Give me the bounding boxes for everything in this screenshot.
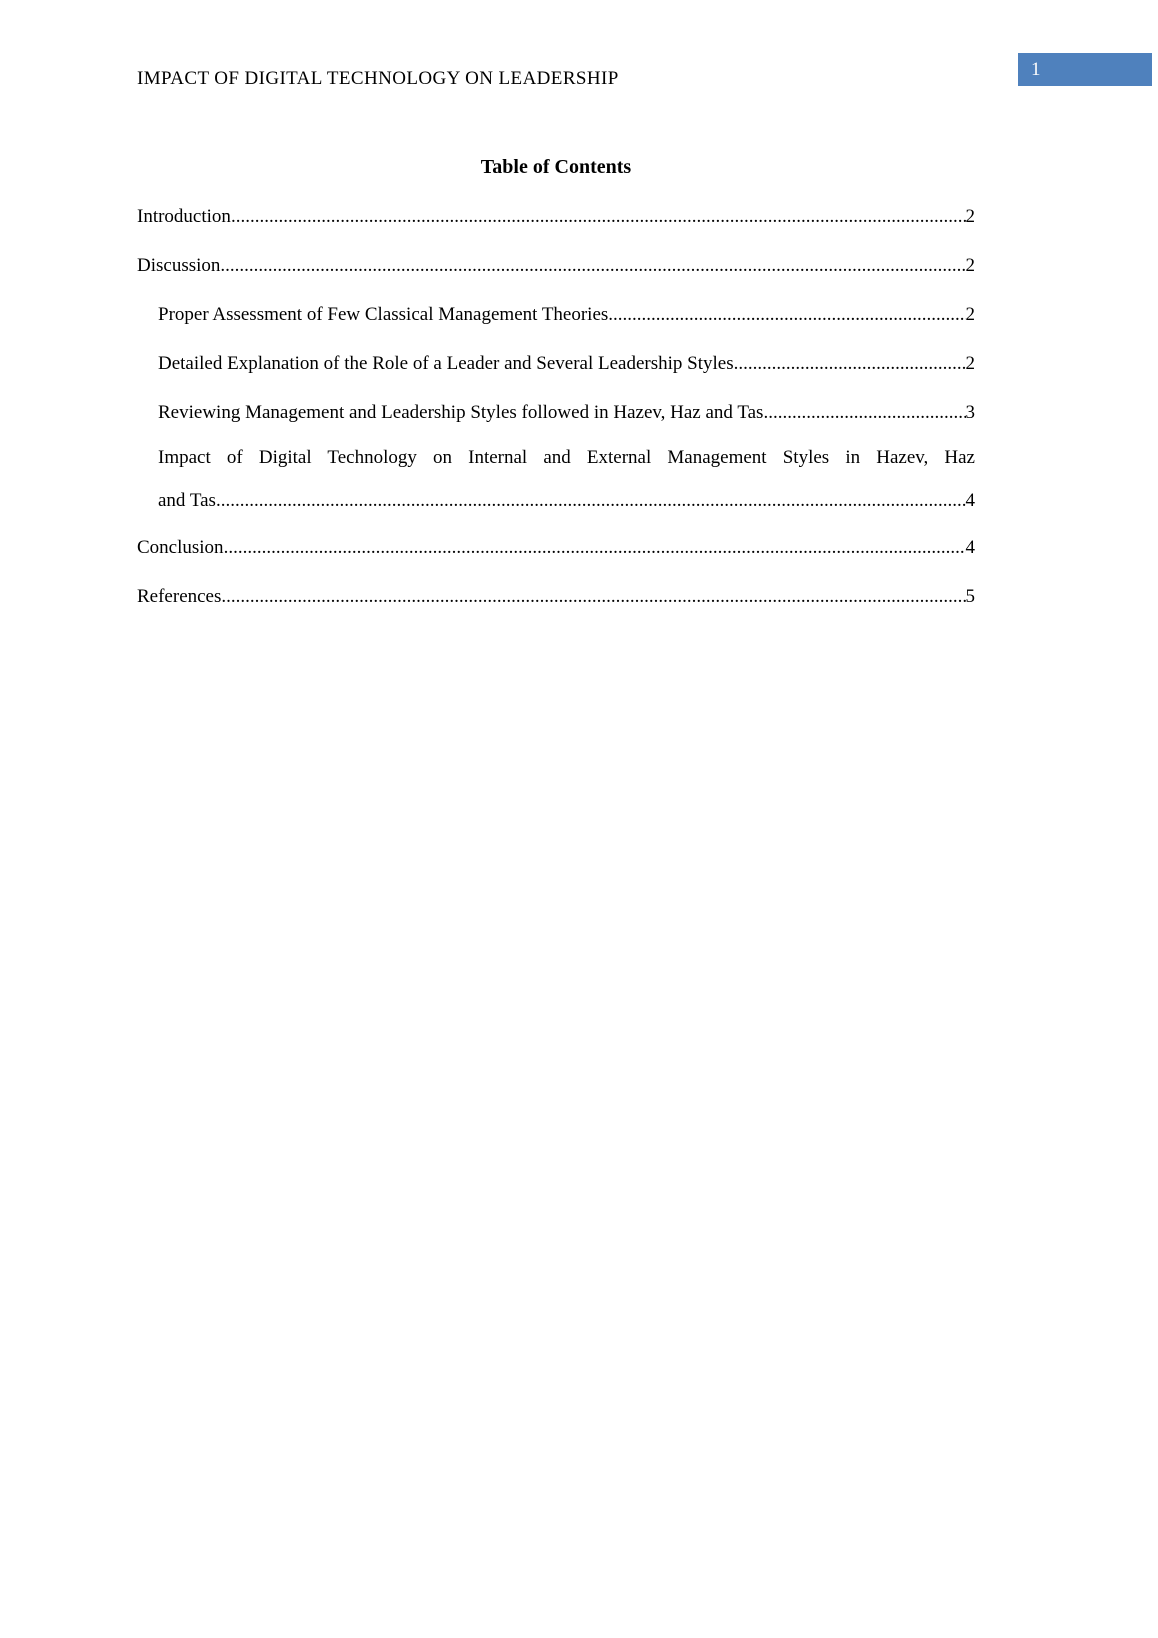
toc-entry-references[interactable]: [137, 572, 975, 621]
toc-title: Table of Contents: [480, 156, 632, 178]
toc-entry-label: Proper Assessment of Few Classical Management Theories: [158, 304, 609, 325]
toc-entry-introduction[interactable]: [137, 192, 975, 241]
toc-page-number: 2: [965, 206, 975, 227]
dot-leader: [216, 479, 966, 523]
document-header-title: IMPACT OF DIGITAL TECHNOLOGY ON LEADERSHIP: [137, 68, 619, 89]
toc-entry-label: and Tas: [158, 490, 216, 511]
dot-leader: [220, 241, 965, 290]
toc-entry-label: Discussion: [137, 255, 221, 276]
toc-entry-label: Introduction: [137, 206, 231, 227]
toc-page-number: 4: [965, 490, 975, 511]
dot-leader: [734, 339, 966, 388]
toc-entry-label-line1: Impact of Digital Technology on Internal and External Management Styles in Hazev, Haz: [158, 447, 975, 468]
toc-page-number: 4: [965, 537, 975, 558]
toc-entry-detailed-explanation[interactable]: [137, 339, 975, 388]
toc-entry-label-line2-row[interactable]: [137, 479, 975, 523]
dot-leader: [231, 192, 966, 241]
toc-entry-impact-digital-technology[interactable]: [137, 437, 975, 523]
table-of-contents: [137, 152, 975, 621]
page-number-badge: [1018, 53, 1152, 86]
toc-entry-label: Reviewing Management and Leadership Styles followed in Hazev, Haz and Tas: [158, 402, 764, 423]
toc-page-number: 2: [965, 353, 975, 374]
toc-entry-conclusion[interactable]: [137, 523, 975, 572]
toc-entry-reviewing-management[interactable]: [137, 388, 975, 437]
toc-entry-label: Conclusion: [137, 537, 224, 558]
dot-leader: [608, 290, 965, 339]
toc-page-number: 2: [965, 304, 975, 325]
page-number-value: 1: [1031, 58, 1041, 80]
toc-page-number: 3: [965, 402, 975, 423]
dot-leader: [221, 572, 965, 621]
dot-leader: [224, 523, 966, 572]
toc-entry-label: References: [137, 586, 222, 607]
toc-entry-proper-assessment[interactable]: [137, 290, 975, 339]
toc-page-number: 5: [965, 586, 975, 607]
dot-leader: [763, 388, 965, 437]
toc-page-number: 2: [965, 255, 975, 276]
toc-entry-discussion[interactable]: [137, 241, 975, 290]
toc-entry-label: Detailed Explanation of the Role of a Leader and Several Leadership Styles: [158, 353, 734, 374]
